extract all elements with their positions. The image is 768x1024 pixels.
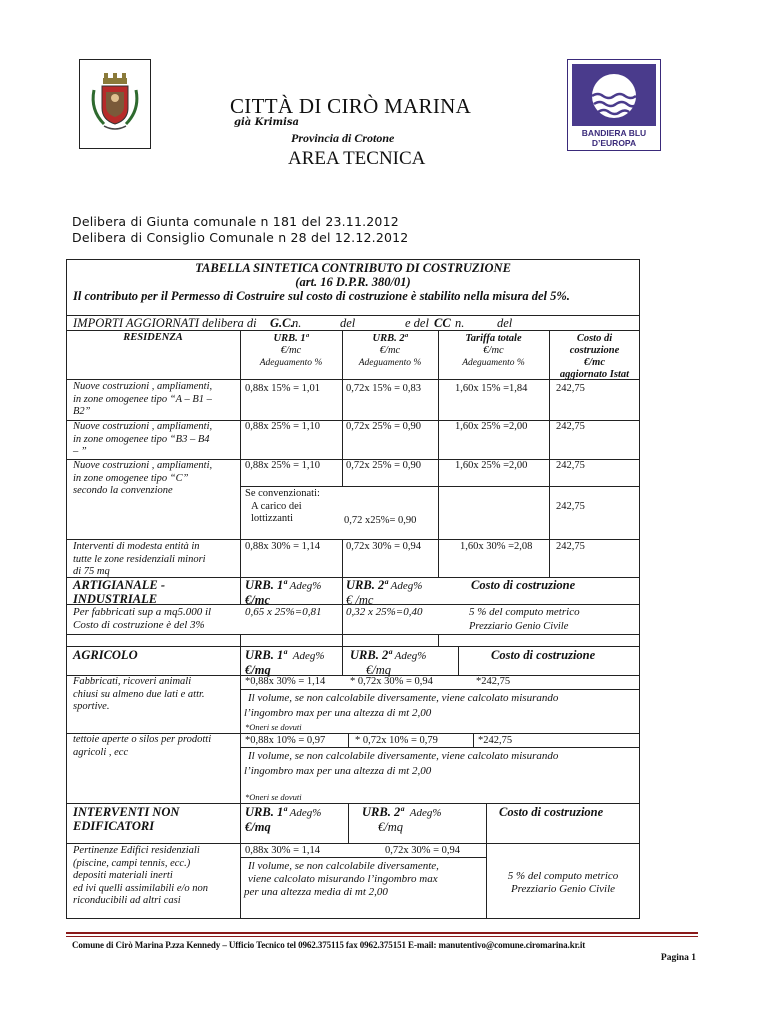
col-tariffa-adeg: Adeguamento % — [462, 358, 525, 368]
res-row2-costo: 242,75 — [556, 421, 585, 432]
agr-row1-note-1: Il volume, se non calcolabile diversamente, viene calcolato misurando — [248, 692, 559, 704]
agr-urb2-head: URB. 2ª Adeg% €/mq — [350, 648, 427, 677]
table-intro: Il contributo per il Permesso di Costruire sul costo di costruzione è stabilito nella misura del 5%. — [73, 289, 570, 303]
res-row3-urb2: 0,72x 25% = 0,90 — [346, 460, 422, 471]
res-row2-tariffa: 1,60x 25% =2,00 — [455, 421, 528, 432]
footer-contacts: Comune di Cirò Marina P.zza Kennedy – Ufficio Tecnico tel 0962.375115 fax 0962.375151 E-mail: manutentivo@comune.ciromarina.kr.it — [72, 940, 586, 950]
art-urb2-head: URB. 2ª Adeg% € /mc — [346, 578, 423, 607]
art-row-urb2: 0,32 x 25%=0,40 — [346, 606, 423, 618]
agr-row1-urb2: * 0,72x 30% = 0,94 — [350, 676, 433, 687]
coat-of-arms-icon — [80, 60, 150, 148]
artigianale-header: ARTIGIANALE - INDUSTRIALE — [73, 578, 166, 606]
agr-row2-note-2: l’ingombro max per una altezza di mt 2,00 — [244, 765, 432, 777]
int-row-urb2: 0,72x 30% = 0,94 — [385, 845, 461, 856]
res-row2-urb2: 0,72x 25% = 0,90 — [346, 421, 422, 432]
res-row4-urb2: 0,72x 30% = 0,94 — [346, 541, 422, 552]
res-row1-urb1: 0,88x 15% = 1,01 — [245, 383, 321, 394]
res-row4-urb1: 0,88x 30% = 1,14 — [245, 541, 321, 552]
res-row2-desc: Nuove costruzioni , ampliamenti, in zone omogenee tipo “B3 – B4 – ” — [73, 421, 213, 457]
flag-text-1: BANDIERA BLU — [581, 128, 647, 138]
res-row3b-costo: 242,75 — [556, 501, 585, 512]
art-row-costo-2: Prezziario Genio Civile — [469, 621, 569, 632]
importi-n1: n. — [292, 316, 302, 330]
importi-gc: G.C. — [270, 316, 294, 330]
art-urb1-head: URB. 1ª Adeg% €/mc — [245, 578, 322, 607]
int-row-note: Il volume, se non calcolabile diversamente, viene calcolato misurando l’ingombro max per una altezza media di mt 2,00 — [244, 860, 439, 898]
page-number: Pagina 1 — [660, 953, 696, 963]
footer-rule-thin — [66, 936, 698, 937]
int-row-desc: Pertinenze Edifici residenziali (piscine, campi tennis, ecc.) depositi materiali inerti ed ivi quelli assimilabili e/o non riconducibili ad altri casi — [73, 845, 209, 906]
res-row4-tariffa: 1,60x 30% =2,08 — [460, 541, 533, 552]
table-title: TABELLA SINTETICA CONTRIBUTO DI COSTRUZIONE — [195, 261, 511, 275]
res-row4-desc: Interventi di modesta entità in tutte le zone residenziali minori di 75 mq — [73, 541, 206, 577]
res-row3-costo: 242,75 — [556, 460, 585, 471]
agr-row1-desc: Fabbricati, ricoveri animali chiusi su almeno due lati e attr. sportive. — [73, 676, 205, 712]
res-row3-urb1: 0,88x 25% = 1,10 — [245, 460, 321, 471]
importi-del2: del — [497, 316, 513, 330]
footer-rule — [66, 932, 698, 934]
col-urb1-adeg: Adeguamento % — [259, 358, 323, 368]
res-row1-desc: Nuove costruzioni , ampliamenti, in zone omogenee tipo “A – B1 – B2” — [73, 381, 213, 417]
col-costo-label: Costo di — [576, 333, 613, 344]
bandiera-blu-logo — [567, 59, 661, 151]
importi-n2: n. — [455, 316, 465, 330]
agr-row2-urb1: *0,88x 10% = 0,97 — [245, 735, 326, 746]
int-costo-head: Costo di costruzione — [499, 805, 604, 819]
col-urb2-label: URB. 2ª — [372, 333, 408, 344]
residenza-header: RESIDENZA — [123, 332, 183, 343]
agr-row2-costo: *242,75 — [478, 735, 513, 746]
department-title: AREA TECNICA — [288, 148, 426, 169]
importi-cc: CC — [434, 316, 451, 330]
col-costo-istat: aggiornato Istat — [559, 369, 630, 380]
agricolo-header: AGRICOLO — [73, 648, 138, 662]
int-row-costo: 5 % del computo metrico Prezziario Genio Civile — [507, 870, 619, 895]
agr-urb1-head: URB. 1ª Adeg% €/mq — [245, 648, 325, 677]
flag-text-2: D’EUROPA — [591, 138, 637, 148]
col-urb2-adeg: Adeguamento % — [358, 358, 422, 368]
int-row-urb1: 0,88x 30% = 1,14 — [245, 845, 321, 856]
importi-label: IMPORTI AGGIORNATI delibera di — [73, 316, 257, 330]
importi-del1: del — [340, 316, 356, 330]
city-title: CITTÀ DI CIRÒ MARINA — [230, 94, 472, 118]
province: Provincia di Crotone — [291, 131, 395, 145]
col-urb1-label: URB. 1ª — [273, 333, 309, 344]
agr-costo-head: Costo di costruzione — [491, 648, 596, 662]
res-row3b-urb2: 0,72 x25%= 0,90 — [344, 515, 417, 526]
coat-of-arms-logo — [79, 59, 151, 149]
interventi-header: INTERVENTI NON EDIFICATORI — [73, 805, 180, 833]
col-tariffa-label: Tariffa totale — [465, 333, 522, 344]
agr-row1-note-3: *Oneri se dovuti — [245, 722, 302, 732]
res-row1-urb2: 0,72x 15% = 0,83 — [346, 383, 422, 394]
res-row3-tariffa: 1,60x 25% =2,00 — [455, 460, 528, 471]
res-row2-urb1: 0,88x 25% = 1,10 — [245, 421, 321, 432]
deliberation-giunta: Delibera di Giunta comunale n 181 del 23.11.2012 — [72, 214, 399, 229]
table-subtitle: (art. 16 D.P.R. 380/01) — [295, 275, 411, 289]
res-row1-costo: 242,75 — [556, 383, 585, 394]
art-costo-head: Costo di costruzione — [471, 578, 576, 592]
int-urb2-head: URB. 2ª Adeg% €/mq — [362, 805, 442, 834]
former-name: già Krimisa — [234, 117, 299, 128]
res-row4-costo: 242,75 — [556, 541, 585, 552]
col-urb1-unit: €/mc — [280, 345, 302, 356]
col-urb2-unit: €/mc — [379, 345, 401, 356]
agr-row1-urb1: *0,88x 30% = 1,14 — [245, 676, 326, 687]
deliberation-consiglio: Delibera di Consiglio Comunale n 28 del 12.12.2012 — [72, 230, 409, 245]
res-row1-tariffa: 1,60x 15% =1,84 — [455, 383, 528, 394]
res-row3b-conv: Se convenzionati: A carico dei lottizzanti — [245, 488, 320, 524]
res-row3-desc: Nuove costruzioni , ampliamenti, in zone omogenee tipo “C” secondo la convenzione — [73, 460, 213, 496]
agr-row2-note-3: *Oneri se dovuti — [245, 792, 302, 802]
col-costo-label-2: costruzione — [569, 345, 620, 356]
agr-row1-costo: *242,75 — [476, 676, 511, 687]
art-row-costo-1: 5 % del computo metrico — [469, 606, 580, 618]
int-urb1-head: URB. 1ª Adeg% €/mq — [245, 805, 322, 834]
col-tariffa-unit: €/mc — [483, 345, 504, 356]
art-row-desc: Per fabbricati sup a mq5.000 il Costo di costruzione è del 3% — [73, 606, 212, 631]
importi-edel: e del — [405, 316, 429, 330]
agr-row2-urb2: * 0,72x 10% = 0,79 — [355, 735, 438, 746]
col-costo-unit: €/mc — [584, 357, 605, 368]
art-row-urb1: 0,65 x 25%=0,81 — [245, 606, 322, 618]
agr-row2-note-1: Il volume, se non calcolabile diversamente, viene calcolato misurando — [248, 750, 559, 762]
agr-row2-desc: tettoie aperte o silos per prodotti agricoli , ecc — [73, 734, 212, 758]
agr-row1-note-2: l’ingombro max per una altezza di mt 2,00 — [244, 707, 432, 719]
